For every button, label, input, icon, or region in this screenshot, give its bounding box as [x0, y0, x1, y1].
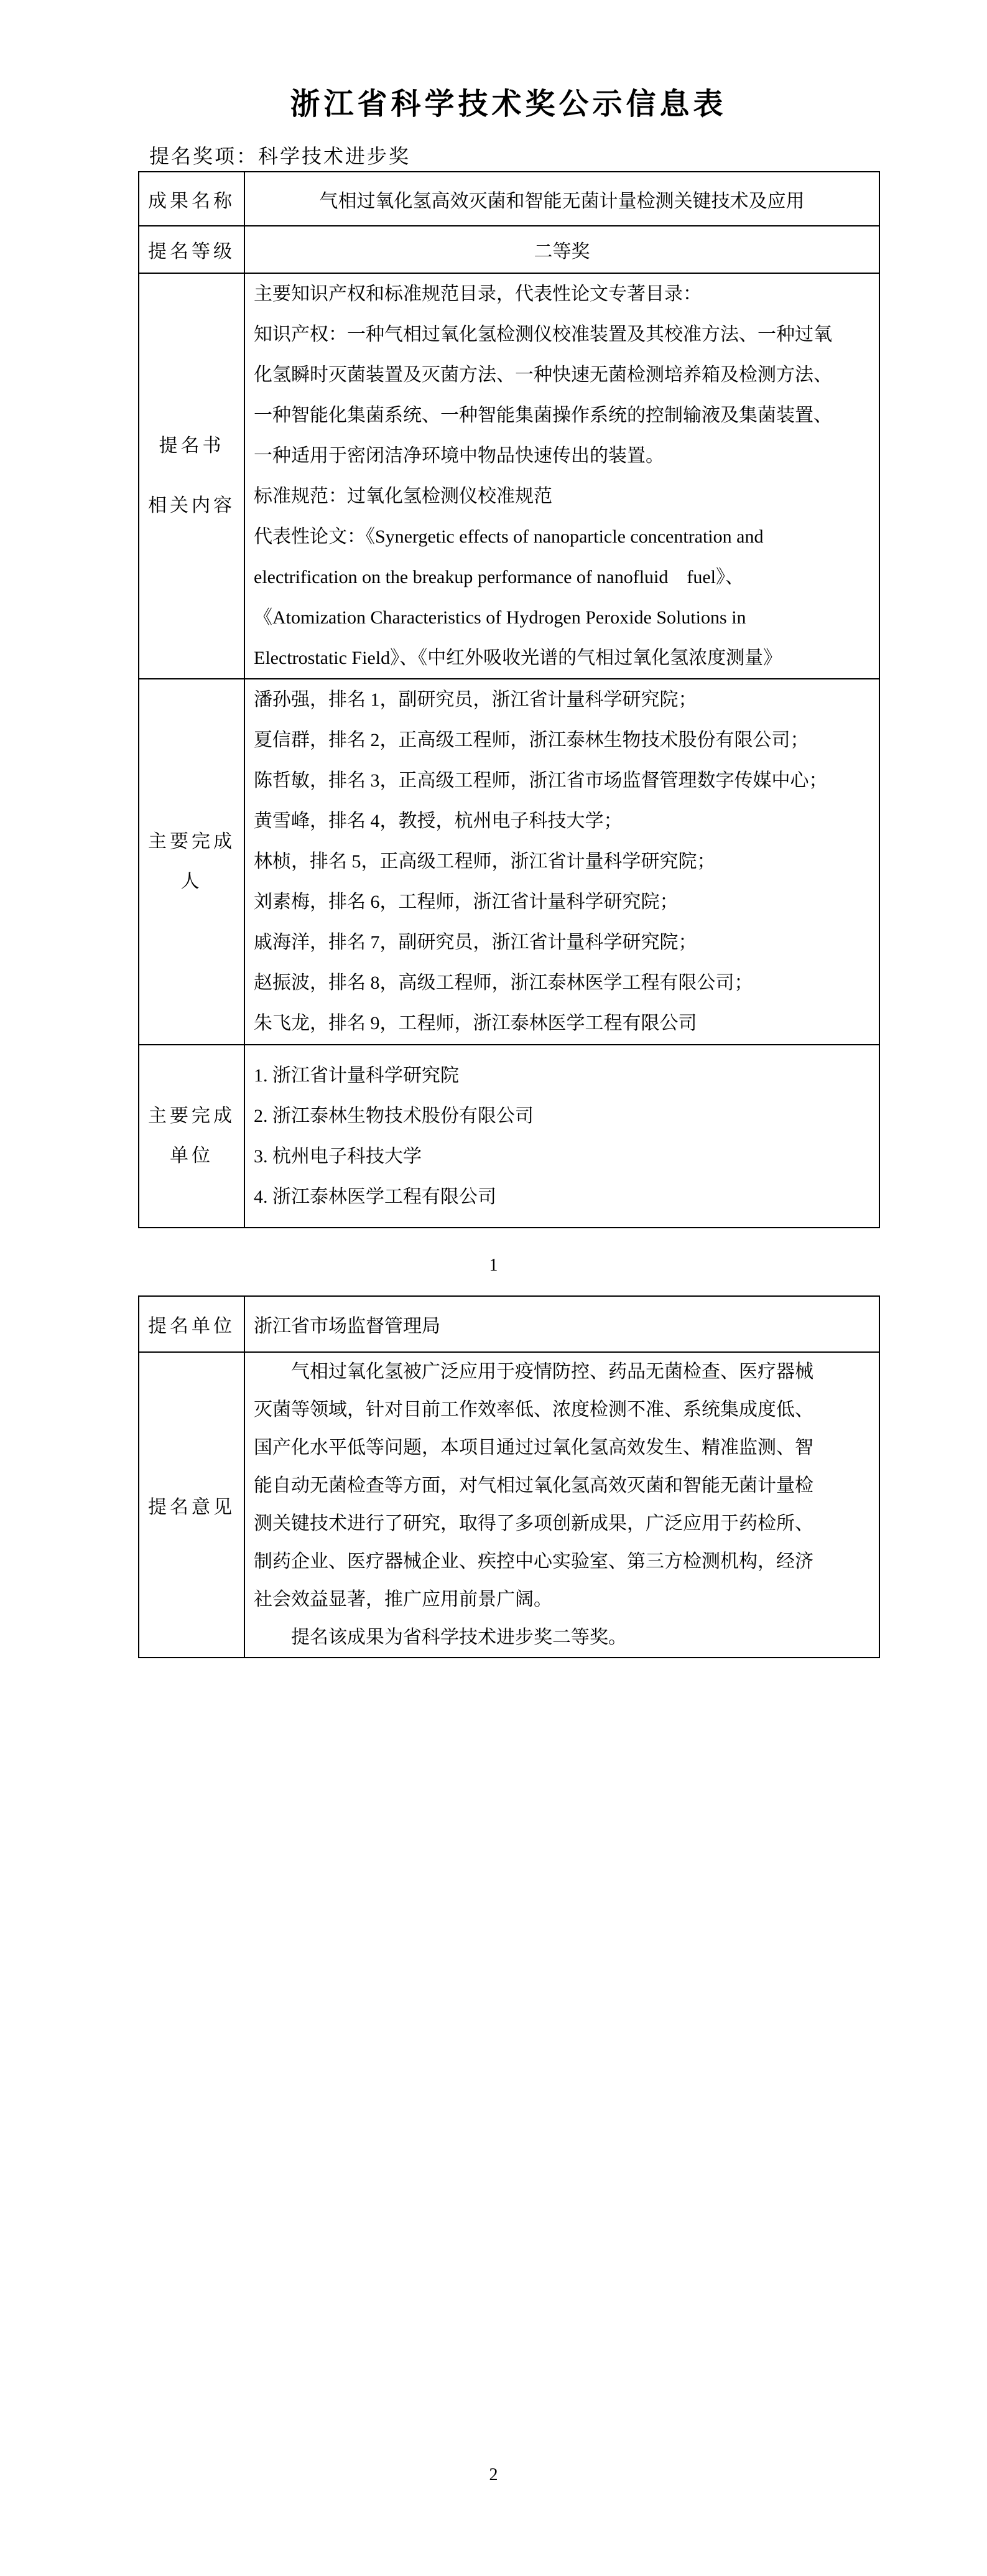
organization-line: 4. 浙江泰林医学工程有限公司: [254, 1187, 496, 1207]
info-table-page1: [138, 171, 880, 1228]
main-organizations-label-line1: 主要完成: [148, 1106, 235, 1126]
text-line: 标准规范：过氧化氢检测仪校准规范: [254, 486, 552, 506]
page-title: 浙江省科学技术奖公示信息表: [290, 88, 727, 121]
main-contributors-label-line1: 主要完成: [148, 831, 235, 852]
main-contributors-label: [139, 679, 244, 1045]
text-line: electrification on the breakup performance of nanofluid fuel》、: [254, 567, 744, 587]
opinion-line: 提名该成果为省科学技术进步奖二等奖。: [254, 1627, 627, 1648]
info-table-page2: [138, 1295, 880, 1658]
nomination-book-label: [139, 273, 244, 679]
contributor-line: 林桢，排名 5，正高级工程师，浙江省计量科学研究院；: [254, 851, 716, 872]
contributor-line: 戚海洋，排名 7，副研究员，浙江省计量科学研究院；: [254, 932, 697, 953]
main-organizations-content: [244, 1045, 879, 1228]
award-category-line: [149, 141, 410, 169]
result-name-value: 气相过氧化氢高效灭菌和智能无菌计量检测关键技术及应用: [244, 172, 879, 226]
nominating-unit-value: 浙江省市场监督管理局: [244, 1296, 879, 1352]
table-row-main-organizations: [139, 1045, 879, 1228]
nomination-opinion-content: [244, 1352, 879, 1658]
page-number-2: 2: [489, 2465, 498, 2485]
main-contributors-content: [244, 679, 879, 1045]
main-organizations-label-line2: 单位: [170, 1146, 213, 1166]
nomination-grade-label: 提名等级: [139, 226, 244, 273]
table-row-nomination-book: [139, 273, 879, 679]
nomination-book-content: [244, 273, 879, 679]
text-line: 一种适用于密闭洁净环境中物品快速传出的装置。: [254, 446, 664, 466]
award-category-value: 科学技术进步奖: [258, 145, 411, 167]
text-line: 代表性论文：《Synergetic effects of nanoparticle concentration and: [254, 526, 764, 547]
nomination-book-label-line1: 提名书: [159, 436, 225, 456]
text-line: 主要知识产权和标准规范目录，代表性论文专著目录：: [254, 284, 702, 304]
nomination-opinion-label: 提名意见: [139, 1352, 244, 1658]
nomination-grade-value: 二等奖: [244, 226, 879, 273]
text-line: 化氢瞬时灭菌装置及灭菌方法、一种快速无菌检测培养箱及检测方法、: [254, 365, 832, 385]
opinion-line: 测关键技术进行了研究，取得了多项创新成果，广泛应用于药检所、: [254, 1513, 813, 1534]
text-line: 《Atomization Characteristics of Hydrogen Peroxide Solutions in: [254, 607, 746, 628]
table-row-nominating-unit: [139, 1296, 879, 1352]
contributor-line: 刘素梅，排名 6，工程师，浙江省计量科学研究院；: [254, 892, 679, 912]
opinion-line: 气相过氧化氢被广泛应用于疫情防控、药品无菌检查、医疗器械: [254, 1361, 813, 1382]
main-contributors-label-line2: 人: [180, 871, 203, 892]
contributor-line: 夏信群，排名 2，正高级工程师，浙江泰林生物技术股份有限公司；: [254, 730, 809, 750]
organization-line: 3. 杭州电子科技大学: [254, 1146, 422, 1167]
table-row-result-name: [139, 172, 879, 226]
contributor-line: 陈哲敏，排名 3，正高级工程师，浙江省市场监督管理数字传媒中心；: [254, 770, 828, 791]
text-line: 一种智能化集菌系统、一种智能集菌操作系统的控制输液及集菌装置、: [254, 405, 832, 426]
opinion-line: 灭菌等领域，针对目前工作效率低、浓度检测不准、系统集成度低、: [254, 1399, 813, 1420]
contributor-line: 赵振波，排名 8，高级工程师，浙江泰林医学工程有限公司；: [254, 973, 753, 993]
table-row-nomination-opinion: [139, 1352, 879, 1658]
opinion-line: 国产化水平低等问题，本项目通过过氧化氢高效发生、精准监测、智: [254, 1437, 813, 1458]
opinion-line: 制药企业、医疗器械企业、疾控中心实验室、第三方检测机构，经济: [254, 1551, 813, 1572]
main-organizations-label: [139, 1045, 244, 1228]
table-row-main-contributors: [139, 679, 879, 1045]
nominating-unit-label: 提名单位: [139, 1296, 244, 1352]
opinion-line: 能自动无菌检查等方面，对气相过氧化氢高效灭菌和智能无菌计量检: [254, 1475, 813, 1496]
page-number-1: 1: [489, 1256, 498, 1275]
award-category-label: 提名奖项：: [149, 145, 259, 167]
contributor-line: 黄雪峰，排名 4，教授，杭州电子科技大学；: [254, 811, 623, 831]
contributor-line: 潘孙强，排名 1，副研究员，浙江省计量科学研究院；: [254, 689, 697, 710]
text-line: Electrostatic Field》、《中红外吸收光谱的气相过氧化氢浓度测量》: [254, 648, 782, 668]
table-row-nomination-grade: [139, 226, 879, 273]
nomination-book-label-line2: 相关内容: [148, 495, 235, 516]
text-line: 知识产权：一种气相过氧化氢检测仪校准装置及其校准方法、一种过氧: [254, 324, 832, 345]
organization-line: 2. 浙江泰林生物技术股份有限公司: [254, 1106, 534, 1126]
result-name-label: 成果名称: [139, 172, 244, 226]
organization-line: 1. 浙江省计量科学研究院: [254, 1065, 459, 1086]
opinion-line: 社会效益显著，推广应用前景广阔。: [254, 1589, 552, 1610]
contributor-line: 朱飞龙，排名 9，工程师，浙江泰林医学工程有限公司: [254, 1013, 697, 1034]
